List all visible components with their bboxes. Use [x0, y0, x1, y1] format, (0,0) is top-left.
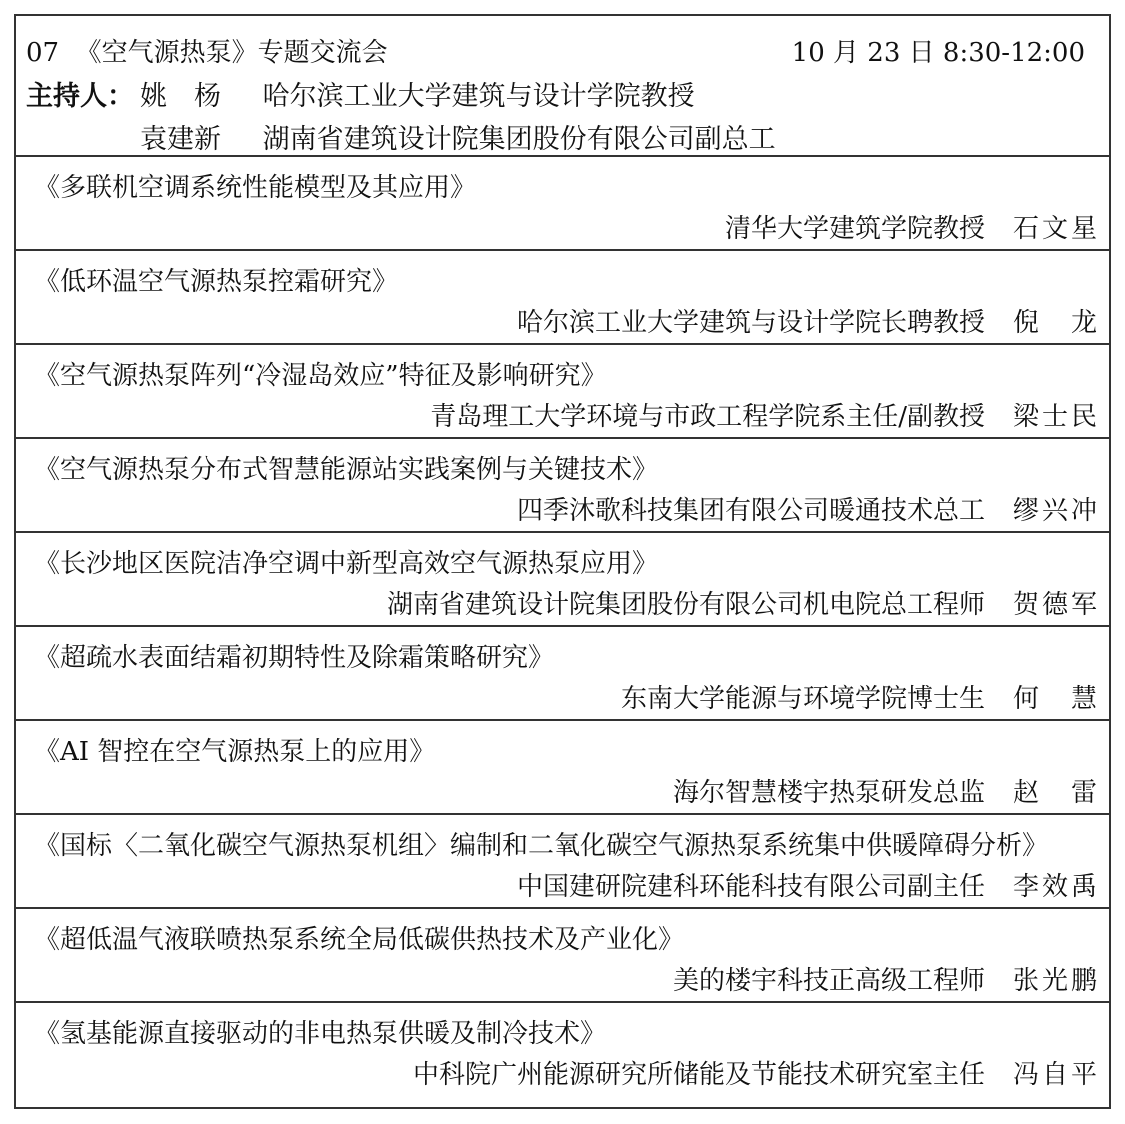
speaker-name: 倪 龙: [1013, 308, 1097, 338]
talk-row: [16, 627, 1109, 721]
talk-row: [16, 345, 1109, 439]
talk-title: 《氢基能源直接驱动的非电热泵供暖及制冷技术》: [34, 1019, 607, 1049]
talk-title: 《空气源热泵分布式智慧能源站实践案例与关键技术》: [34, 455, 659, 485]
talk-title: 《长沙地区医院洁净空调中新型高效空气源热泵应用》: [34, 549, 659, 579]
talk-speaker-line: [673, 778, 1097, 808]
talk-speaker-line: [621, 684, 1097, 714]
speaker-affiliation: 中国建研院建科环能科技有限公司副主任: [516, 872, 985, 902]
speaker-name: 缪兴冲: [1013, 496, 1097, 526]
speaker-affiliation: 青岛理工大学环境与市政工程学院系主任/副教授: [430, 402, 985, 432]
talk-title: 《超低温气液联喷热泵系统全局低碳供热技术及产业化》: [34, 925, 685, 955]
host-affiliation: 哈尔滨工业大学建筑与设计学院教授: [262, 81, 695, 112]
talk-speaker-line: [387, 590, 1097, 620]
host-name: 袁建新: [140, 124, 221, 155]
talk-title: 《AI 智控在空气源热泵上的应用》: [34, 737, 436, 767]
speaker-name: 张光鹏: [1013, 966, 1097, 996]
talk-row: [16, 157, 1109, 251]
talk-speaker-line: [413, 1060, 1097, 1090]
session-title: 《空气源热泵》专题交流会: [75, 38, 388, 68]
talk-row: [16, 251, 1109, 345]
talk-title: 《空气源热泵阵列“冷湿岛效应”特征及影响研究》: [34, 361, 607, 391]
talk-title: 《超疏水表面结霜初期特性及除霜策略研究》: [34, 643, 555, 673]
talk-row: [16, 909, 1109, 1003]
host-row: [140, 124, 776, 156]
speaker-affiliation: 东南大学能源与环境学院博士生: [620, 684, 985, 714]
talk-speaker-line: [673, 966, 1097, 996]
session-schedule-table: [14, 14, 1111, 1109]
host-name: 姚 杨: [140, 81, 221, 112]
talk-speaker-line: [517, 872, 1097, 902]
speaker-affiliation: 中科院广州能源研究所储能及节能技术研究室主任: [412, 1060, 985, 1090]
speaker-name: 梁士民: [1013, 402, 1097, 432]
session-header: [16, 16, 1109, 157]
session-time: 10 月 23 日 8:30-12:00: [791, 38, 1085, 68]
talk-row: [16, 439, 1109, 533]
host-label: 主持人：: [26, 81, 134, 112]
talk-row: [16, 815, 1109, 909]
session-number: 07: [26, 38, 60, 68]
talk-speaker-line: [517, 496, 1097, 526]
speaker-name: 李效禹: [1013, 872, 1097, 902]
host-row: [140, 81, 695, 113]
speaker-affiliation: 海尔智慧楼宇热泵研发总监: [672, 778, 985, 808]
talk-title: 《多联机空调系统性能模型及其应用》: [34, 173, 477, 203]
talk-row: [16, 1003, 1109, 1097]
speaker-name: 冯自平: [1013, 1060, 1097, 1090]
talk-speaker-line: [517, 308, 1097, 338]
talk-title: 《低环温空气源热泵控霜研究》: [34, 267, 399, 297]
speaker-affiliation: 哈尔滨工业大学建筑与设计学院长聘教授: [516, 308, 985, 338]
speaker-affiliation: 湖南省建筑设计院集团股份有限公司机电院总工程师: [386, 590, 985, 620]
speaker-name: 石文星: [1013, 214, 1097, 244]
speaker-name: 何 慧: [1013, 684, 1097, 714]
session-title-line: [26, 38, 388, 68]
talk-speaker-line: [430, 402, 1097, 432]
talk-row: [16, 721, 1109, 815]
speaker-name: 贺德军: [1013, 590, 1097, 620]
talk-row: [16, 533, 1109, 627]
speaker-affiliation: 四季沐歌科技集团有限公司暖通技术总工: [516, 496, 985, 526]
speaker-name: 赵 雷: [1013, 778, 1097, 808]
speaker-affiliation: 美的楼宇科技正高级工程师: [672, 966, 985, 996]
talk-speaker-line: [725, 214, 1097, 244]
host-affiliation: 湖南省建筑设计院集团股份有限公司副总工: [262, 124, 776, 155]
talk-title: 《国标〈二氧化碳空气源热泵机组〉编制和二氧化碳空气源热泵系统集中供暖障碍分析》: [34, 831, 1049, 861]
speaker-affiliation: 清华大学建筑学院教授: [724, 214, 985, 244]
